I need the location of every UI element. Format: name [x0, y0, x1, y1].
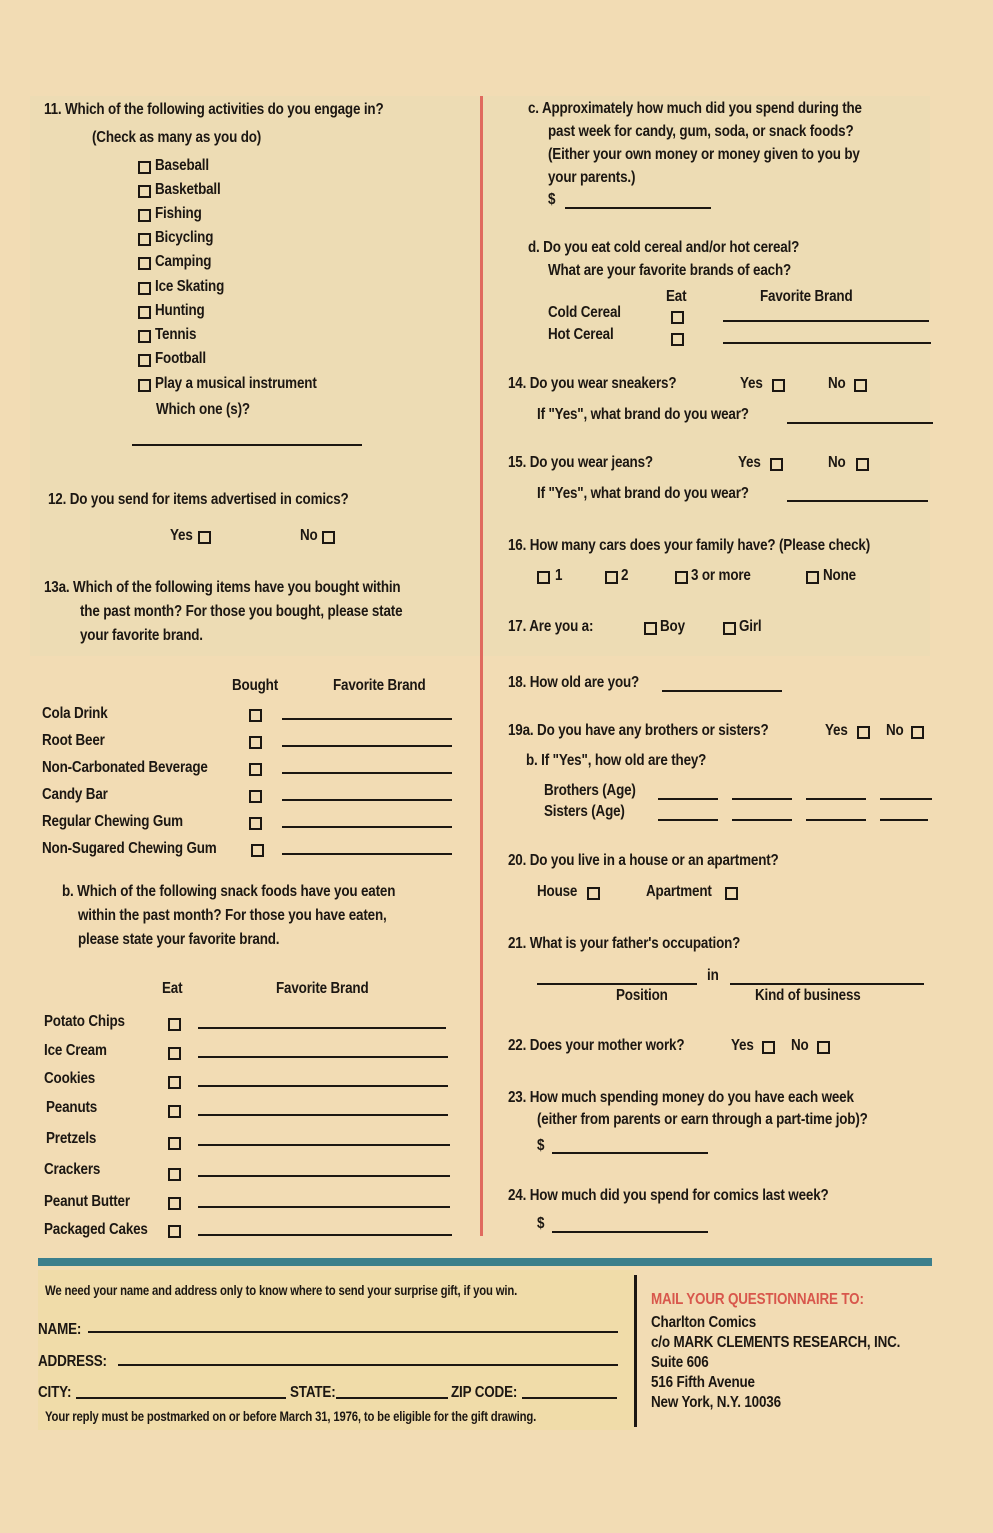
mail-line: New York, N.Y. 10036 — [651, 1394, 781, 1411]
brand-line[interactable] — [282, 853, 452, 855]
q19-no-label: No — [886, 722, 904, 739]
item-label: Regular Chewing Gum — [42, 813, 183, 830]
q14-no-checkbox[interactable] — [854, 379, 867, 392]
item-label: Root Beer — [42, 732, 105, 749]
q16-option-label: 3 or more — [691, 567, 751, 584]
checkbox[interactable] — [138, 257, 151, 270]
checkbox[interactable] — [138, 306, 151, 319]
checkbox[interactable] — [168, 1105, 181, 1118]
option-label: Ice Skating — [155, 278, 225, 295]
q17-girl-checkbox[interactable] — [723, 622, 736, 635]
age-line[interactable] — [658, 819, 718, 821]
checkbox[interactable] — [168, 1076, 181, 1089]
checkbox[interactable] — [168, 1225, 181, 1238]
brand-line[interactable] — [282, 799, 452, 801]
cold-cereal-brand-line[interactable] — [723, 320, 929, 322]
age-line[interactable] — [806, 819, 866, 821]
q15-followup: If "Yes", what brand do you wear? — [537, 485, 749, 502]
footer-notice: We need your name and address only to know where to send your surprise gift, if you win. — [45, 1283, 518, 1298]
checkbox[interactable] — [249, 790, 262, 803]
city-label: CITY: — [38, 1384, 72, 1401]
q14-question: 14. Do you wear sneakers? — [508, 375, 677, 392]
q23-line2: (either from parents or earn through a part-time job)? — [537, 1111, 868, 1128]
cereal-label: Cold Cereal — [548, 304, 621, 321]
item-label: Crackers — [44, 1161, 101, 1178]
q21-kind-label: Kind of business — [755, 987, 861, 1004]
q13b-col-eat: Eat — [162, 980, 183, 997]
q19-sisters-label: Sisters (Age) — [544, 803, 625, 820]
checkbox[interactable] — [138, 233, 151, 246]
cereal-label: Hot Cereal — [548, 326, 614, 343]
q16-option-2-checkbox[interactable] — [605, 571, 618, 584]
q18-question: 18. How old are you? — [508, 674, 640, 691]
q19-followup: b. If "Yes", how old are they? — [526, 752, 707, 769]
q20-option-label: Apartment — [646, 883, 712, 900]
checkbox[interactable] — [251, 844, 264, 857]
item-label: Peanuts — [46, 1099, 98, 1116]
q18-answer-line[interactable] — [662, 690, 782, 692]
checkbox[interactable] — [168, 1047, 181, 1060]
option-label: Hunting — [155, 302, 205, 319]
checkbox[interactable] — [168, 1018, 181, 1031]
brand-line[interactable] — [198, 1056, 448, 1058]
option-label: Tennis — [155, 326, 197, 343]
q12-question: 12. Do you send for items advertised in comics? — [48, 491, 349, 508]
age-line[interactable] — [732, 819, 792, 821]
q16-option-label: 1 — [555, 567, 563, 584]
option-label: Play a musical instrument — [155, 375, 317, 392]
q16-option-3-checkbox[interactable] — [675, 571, 688, 584]
q22-no-label: No — [791, 1037, 809, 1054]
q19-brothers-label: Brothers (Age) — [544, 782, 636, 799]
q13d-col-eat: Eat — [666, 288, 687, 305]
item-label: Cookies — [44, 1070, 96, 1087]
brand-line[interactable] — [282, 745, 452, 747]
q16-option-label: None — [823, 567, 856, 584]
q16-question: 16. How many cars does your family have? (Please check) — [508, 537, 871, 554]
q12-no-label: No — [300, 527, 318, 544]
q23-line1: 23. How much spending money do you have each week — [508, 1089, 854, 1106]
brand-line[interactable] — [198, 1206, 450, 1208]
item-label: Packaged Cakes — [44, 1221, 148, 1238]
q15-yes-checkbox[interactable] — [770, 458, 783, 471]
q13b-line3: please state your favorite brand. — [78, 931, 280, 948]
q13c-answer-line[interactable] — [565, 207, 711, 209]
hot-cereal-brand-line[interactable] — [723, 342, 931, 344]
item-label: Ice Cream — [44, 1042, 107, 1059]
column-divider — [480, 96, 483, 1236]
q19-no-checkbox[interactable] — [911, 726, 924, 739]
mail-divider — [634, 1275, 637, 1427]
q22-question: 22. Does your mother work? — [508, 1037, 685, 1054]
item-label: Non-Carbonated Beverage — [42, 759, 208, 776]
mail-heading: MAIL YOUR QUESTIONNAIRE TO: — [651, 1291, 864, 1308]
address-label: ADDRESS: — [38, 1353, 107, 1370]
age-line[interactable] — [732, 798, 792, 800]
q13c-line3: (Either your own money or money given to you by — [548, 146, 860, 163]
age-line[interactable] — [880, 819, 928, 821]
q21-position-label: Position — [616, 987, 668, 1004]
q13d-line1: d. Do you eat cold cereal and/or hot cereal? — [528, 239, 800, 256]
mail-line: c/o MARK CLEMENTS RESEARCH, INC. — [651, 1334, 901, 1351]
q13c-line4: your parents.) — [548, 169, 636, 186]
q13b-line1: b. Which of the following snack foods have you eaten — [62, 883, 396, 900]
deadline-note: Your reply must be postmarked on or before March 31, 1976, to be eligible for the gift drawing. — [45, 1409, 537, 1424]
q22-yes-label: Yes — [731, 1037, 754, 1054]
option-label: Bicycling — [155, 229, 214, 246]
option-label: Basketball — [155, 181, 221, 198]
brand-line[interactable] — [198, 1085, 448, 1087]
item-label: Potato Chips — [44, 1013, 125, 1030]
mail-line: Suite 606 — [651, 1354, 709, 1371]
item-label: Peanut Butter — [44, 1193, 130, 1210]
checkbox[interactable] — [249, 817, 262, 830]
q12-yes-label: Yes — [170, 527, 193, 544]
q14-yes-checkbox[interactable] — [772, 379, 785, 392]
zip-input-line[interactable] — [522, 1397, 617, 1399]
hot-cereal-checkbox[interactable] — [671, 333, 684, 346]
age-line[interactable] — [806, 798, 866, 800]
q16-option-1-checkbox[interactable] — [537, 571, 550, 584]
checkbox[interactable] — [138, 161, 151, 174]
cold-cereal-checkbox[interactable] — [671, 311, 684, 324]
item-label: Non-Sugared Chewing Gum — [42, 840, 217, 857]
q23-answer-line[interactable] — [552, 1152, 708, 1154]
q17-question: 17. Are you a: — [508, 618, 594, 635]
brand-line[interactable] — [198, 1114, 448, 1116]
brand-line[interactable] — [198, 1234, 452, 1236]
q15-no-checkbox[interactable] — [856, 458, 869, 471]
q21-position-line[interactable] — [537, 983, 697, 985]
q13b-line2: within the past month? For those you have eaten, — [78, 907, 387, 924]
checkbox[interactable] — [138, 354, 151, 367]
city-input-line[interactable] — [76, 1397, 286, 1399]
q13c-line2: past week for candy, gum, soda, or snack foods? — [548, 123, 854, 140]
footer-band — [38, 1258, 932, 1266]
q11-note: (Check as many as you do) — [92, 129, 262, 146]
q24-answer-line[interactable] — [552, 1231, 708, 1233]
mail-line: Charlton Comics — [651, 1314, 757, 1331]
brand-line[interactable] — [198, 1027, 446, 1029]
q13a-col-bought: Bought — [232, 677, 279, 694]
q13c-line1: c. Approximately how much did you spend during the — [528, 100, 862, 117]
address-input-line[interactable] — [118, 1364, 618, 1366]
q11-followup: Which one (s)? — [156, 401, 250, 418]
checkbox[interactable] — [168, 1168, 181, 1181]
q14-answer-line[interactable] — [787, 422, 933, 424]
q14-no-label: No — [828, 375, 846, 392]
q21-business-line[interactable] — [730, 983, 924, 985]
brand-line[interactable] — [282, 718, 452, 720]
age-line[interactable] — [658, 798, 718, 800]
zip-label: ZIP CODE: — [451, 1384, 518, 1401]
q19-question: 19a. Do you have any brothers or sisters? — [508, 722, 769, 739]
brand-line[interactable] — [198, 1175, 450, 1177]
q21-in: in — [707, 967, 719, 984]
checkbox[interactable] — [138, 379, 151, 392]
q20-question: 20. Do you live in a house or an apartment? — [508, 852, 779, 869]
q21-question: 21. What is your father's occupation? — [508, 935, 741, 952]
q19-yes-checkbox[interactable] — [857, 726, 870, 739]
q19-yes-label: Yes — [825, 722, 848, 739]
q13b-col-brand: Favorite Brand — [276, 980, 369, 997]
q17-boy-checkbox[interactable] — [644, 622, 657, 635]
checkbox[interactable] — [168, 1137, 181, 1150]
q16-option-none-checkbox[interactable] — [806, 571, 819, 584]
item-label: Candy Bar — [42, 786, 108, 803]
q13a-line2: the past month? For those you bought, please state — [80, 603, 403, 620]
q17-option-label: Girl — [739, 618, 762, 635]
option-label: Camping — [155, 253, 212, 270]
name-label: NAME: — [38, 1321, 82, 1338]
name-input-line[interactable] — [88, 1331, 618, 1333]
state-label: STATE: — [290, 1384, 336, 1401]
q20-house-checkbox[interactable] — [587, 887, 600, 900]
checkbox[interactable] — [249, 736, 262, 749]
q14-yes-label: Yes — [740, 375, 763, 392]
checkbox[interactable] — [138, 330, 151, 343]
brand-line[interactable] — [282, 826, 452, 828]
q23-currency: $ — [537, 1137, 545, 1154]
checkbox[interactable] — [168, 1197, 181, 1210]
q11-answer-line[interactable] — [132, 444, 362, 446]
checkbox[interactable] — [138, 209, 151, 222]
checkbox[interactable] — [249, 763, 262, 776]
q12-no-checkbox[interactable] — [322, 531, 335, 544]
q24-currency: $ — [537, 1215, 545, 1232]
q12-yes-checkbox[interactable] — [198, 531, 211, 544]
brand-line[interactable] — [198, 1144, 450, 1146]
checkbox[interactable] — [249, 709, 262, 722]
q13d-col-brand: Favorite Brand — [760, 288, 853, 305]
q16-option-label: 2 — [621, 567, 629, 584]
state-input-line[interactable] — [336, 1397, 448, 1399]
item-label: Pretzels — [46, 1130, 97, 1147]
checkbox[interactable] — [138, 282, 151, 295]
age-line[interactable] — [880, 798, 932, 800]
q13a-line3: your favorite brand. — [80, 627, 203, 644]
option-label: Baseball — [155, 157, 209, 174]
q13c-currency: $ — [548, 191, 556, 208]
mail-line: 516 Fifth Avenue — [651, 1374, 755, 1391]
option-label: Fishing — [155, 205, 202, 222]
q13a-line1: 13a. Which of the following items have you bought within — [44, 579, 401, 596]
q13d-line2: What are your favorite brands of each? — [548, 262, 792, 279]
q17-option-label: Boy — [660, 618, 685, 635]
q20-apartment-checkbox[interactable] — [725, 887, 738, 900]
q15-no-label: No — [828, 454, 846, 471]
q20-option-label: House — [537, 883, 578, 900]
q11-question: 11. Which of the following activities do you engage in? — [44, 101, 384, 118]
brand-line[interactable] — [282, 772, 452, 774]
q15-question: 15. Do you wear jeans? — [508, 454, 653, 471]
q24-question: 24. How much did you spend for comics last week? — [508, 1187, 829, 1204]
option-label: Football — [155, 350, 206, 367]
q15-yes-label: Yes — [738, 454, 761, 471]
q15-answer-line[interactable] — [787, 500, 928, 502]
q22-yes-checkbox[interactable] — [762, 1041, 775, 1054]
q13a-col-brand: Favorite Brand — [333, 677, 426, 694]
q22-no-checkbox[interactable] — [817, 1041, 830, 1054]
checkbox[interactable] — [138, 185, 151, 198]
q14-followup: If "Yes", what brand do you wear? — [537, 406, 749, 423]
item-label: Cola Drink — [42, 705, 108, 722]
